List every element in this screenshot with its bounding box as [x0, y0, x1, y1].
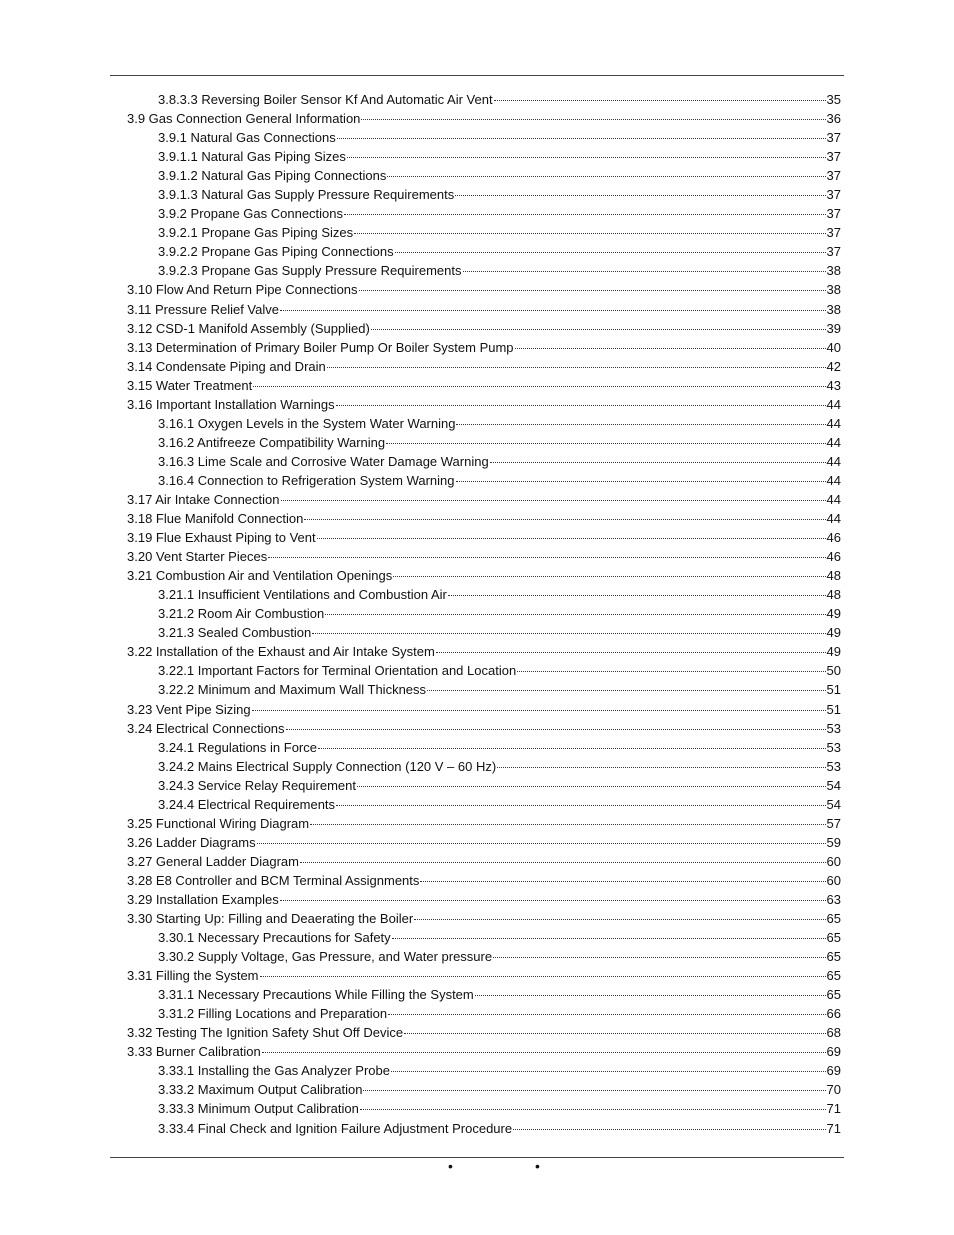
- toc-entry-page: 37: [826, 130, 841, 146]
- toc-entry-title: 3.12 CSD-1 Manifold Assembly (Supplied): [127, 320, 370, 336]
- toc-entry-page: 70: [826, 1082, 841, 1098]
- toc-entry-page: 48: [826, 587, 841, 603]
- toc-entry[interactable]: [127, 661, 841, 680]
- toc-entry-page: 43: [826, 377, 841, 393]
- toc-entry-title: 3.14 Condensate Piping and Drain: [127, 358, 326, 374]
- toc-dot-leader: [414, 919, 825, 920]
- toc-entry[interactable]: [127, 890, 841, 909]
- toc-entry-page: 49: [826, 644, 841, 660]
- toc-entry-title: 3.16.3 Lime Scale and Corrosive Water Damage Warning: [158, 453, 489, 469]
- toc-entry-page: 60: [826, 853, 841, 869]
- toc-entry-title: 3.24 Electrical Connections: [127, 720, 285, 736]
- toc-dot-leader: [300, 862, 826, 863]
- toc-entry-page: 42: [826, 358, 841, 374]
- toc-dot-leader: [456, 481, 826, 482]
- toc-entry-page: 54: [826, 796, 841, 812]
- toc-entry-page: 69: [826, 1044, 841, 1060]
- toc-dot-leader: [347, 157, 826, 158]
- toc-dot-leader: [436, 652, 826, 653]
- toc-entry-title: 3.18 Flue Manifold Connection: [127, 511, 304, 527]
- toc-entry-title: 3.21.3 Sealed Combustion: [158, 625, 312, 641]
- toc-entry[interactable]: [127, 376, 841, 395]
- toc-entry-page: 44: [826, 472, 841, 488]
- toc-entry-title: 3.30 Starting Up: Filling and Deaerating the Boiler: [127, 911, 414, 927]
- toc-entry[interactable]: [127, 871, 841, 890]
- toc-entry-title: 3.16 Important Installation Warnings: [127, 396, 335, 412]
- toc-entry-page: 38: [826, 301, 841, 317]
- toc-dot-leader: [359, 290, 826, 291]
- toc-entry-page: 44: [826, 434, 841, 450]
- toc-entry[interactable]: [127, 223, 841, 242]
- toc-entry-title: 3.9.2.2 Propane Gas Piping Connections: [158, 244, 394, 260]
- toc-entry-page: 37: [826, 187, 841, 203]
- toc-entry-title: 3.24.2 Mains Electrical Supply Connection (120 V – 60 Hz): [158, 758, 497, 774]
- toc-dot-leader: [515, 348, 826, 349]
- toc-entry[interactable]: [127, 300, 841, 319]
- toc-dot-leader: [318, 748, 826, 749]
- toc-entry-title: 3.30.1 Necessary Precautions for Safety: [158, 930, 391, 946]
- toc-entry-title: 3.27 General Ladder Diagram: [127, 853, 299, 869]
- toc-dot-leader: [490, 462, 826, 463]
- toc-entry-title: 3.10 Flow And Return Pipe Connections: [127, 282, 358, 298]
- toc-entry[interactable]: [127, 90, 841, 109]
- toc-entry[interactable]: [127, 719, 841, 738]
- toc-entry[interactable]: [127, 471, 841, 490]
- toc-entry[interactable]: [127, 966, 841, 985]
- toc-entry-page: 44: [826, 415, 841, 431]
- toc-dot-leader: [357, 786, 826, 787]
- toc-dot-leader: [312, 633, 825, 634]
- toc-dot-leader: [427, 690, 826, 691]
- toc-entry[interactable]: [127, 1004, 841, 1023]
- toc-entry[interactable]: [127, 585, 841, 604]
- toc-entry-page: 65: [826, 968, 841, 984]
- toc-entry-title: 3.24.3 Service Relay Requirement: [158, 777, 356, 793]
- toc-entry-title: 3.9.1.1 Natural Gas Piping Sizes: [158, 149, 346, 165]
- toc-entry-title: 3.24.4 Electrical Requirements: [158, 796, 336, 812]
- toc-entry-page: 44: [826, 491, 841, 507]
- toc-entry-title: 3.17 Air Intake Connection: [127, 491, 280, 507]
- toc-entry[interactable]: [127, 395, 841, 414]
- toc-entry[interactable]: [127, 928, 841, 947]
- toc-entry-title: 3.9.1 Natural Gas Connections: [158, 130, 336, 146]
- toc-entry-title: 3.33.2 Maximum Output Calibration: [158, 1082, 363, 1098]
- toc-dot-leader: [325, 614, 825, 615]
- toc-entry-title: 3.9.1.2 Natural Gas Piping Connections: [158, 168, 387, 184]
- toc-entry-title: 3.32 Testing The Ignition Safety Shut Off Device: [127, 1025, 404, 1041]
- toc-dot-leader: [475, 995, 826, 996]
- toc-entry[interactable]: [127, 1099, 841, 1118]
- toc-dot-leader: [387, 176, 825, 177]
- toc-dot-leader: [344, 214, 826, 215]
- toc-entry[interactable]: [127, 204, 841, 223]
- toc-entry-page: 49: [826, 606, 841, 622]
- toc-entry-title: 3.22 Installation of the Exhaust and Air Intake System: [127, 644, 435, 660]
- toc-entry-title: 3.26 Ladder Diagrams: [127, 834, 256, 850]
- toc-entry[interactable]: [127, 852, 841, 871]
- toc-dot-leader: [310, 824, 825, 825]
- footer-bullet-right: •: [535, 1158, 540, 1174]
- toc-dot-leader: [388, 1014, 825, 1015]
- toc-dot-leader: [456, 424, 825, 425]
- toc-dot-leader: [252, 710, 826, 711]
- toc-entry[interactable]: [127, 319, 841, 338]
- toc-entry-page: 57: [826, 815, 841, 831]
- toc-entry-title: 3.9.1.3 Natural Gas Supply Pressure Requirements: [158, 187, 455, 203]
- toc-dot-leader: [327, 367, 826, 368]
- toc-entry-page: 71: [826, 1120, 841, 1136]
- toc-entry-title: 3.22.1 Important Factors for Terminal Orientation and Location: [158, 663, 517, 679]
- toc-dot-leader: [493, 957, 825, 958]
- toc-entry-page: 44: [826, 453, 841, 469]
- toc-dot-leader: [392, 938, 826, 939]
- toc-entry-page: 65: [826, 987, 841, 1003]
- toc-entry-title: 3.8.3.3 Reversing Boiler Sensor Kf And Automatic Air Vent: [158, 92, 493, 107]
- toc-dot-leader: [497, 767, 825, 768]
- toc-entry-title: 3.31 Filling the System: [127, 968, 259, 984]
- toc-dot-leader: [494, 100, 826, 101]
- toc-entry[interactable]: [127, 433, 841, 452]
- toc-entry-page: 49: [826, 625, 841, 641]
- toc-entry-page: 69: [826, 1063, 841, 1079]
- toc-entry-title: 3.15 Water Treatment: [127, 377, 253, 393]
- toc-entry[interactable]: [127, 280, 841, 299]
- toc-entry-page: 40: [826, 339, 841, 355]
- toc-dot-leader: [336, 805, 826, 806]
- toc-entry-title: 3.21.1 Insufficient Ventilations and Combustion Air: [158, 587, 447, 603]
- toc-entry-page: 38: [826, 282, 841, 298]
- toc-entry[interactable]: [127, 566, 841, 585]
- toc-entry-page: 46: [826, 530, 841, 546]
- toc-entry-page: 65: [826, 949, 841, 965]
- toc-entry-title: 3.16.2 Antifreeze Compatibility Warning: [158, 434, 386, 450]
- toc-entry-title: 3.22.2 Minimum and Maximum Wall Thickness: [158, 682, 427, 698]
- toc-entry-page: 37: [826, 149, 841, 165]
- toc-dot-leader: [391, 1071, 826, 1072]
- toc-dot-leader: [455, 195, 825, 196]
- toc-entry-title: 3.23 Vent Pipe Sizing: [127, 701, 251, 717]
- toc-dot-leader: [257, 843, 826, 844]
- toc-entry[interactable]: [127, 642, 841, 661]
- toc-entry[interactable]: [127, 185, 841, 204]
- toc-dot-leader: [280, 900, 826, 901]
- toc-entry[interactable]: [127, 109, 841, 128]
- toc-dot-leader: [262, 1052, 826, 1053]
- toc-entry-title: 3.28 E8 Controller and BCM Terminal Assignments: [127, 872, 420, 888]
- toc-entry-page: 51: [826, 701, 841, 717]
- toc-dot-leader: [393, 576, 825, 577]
- toc-entry-title: 3.30.2 Supply Voltage, Gas Pressure, and Water pressure: [158, 949, 493, 965]
- toc-dot-leader: [395, 252, 826, 253]
- toc-entry[interactable]: [127, 1061, 841, 1080]
- toc-dot-leader: [281, 500, 826, 501]
- toc-dot-leader: [260, 976, 826, 977]
- toc-entry[interactable]: [127, 128, 841, 147]
- toc-entry[interactable]: [127, 947, 841, 966]
- toc-entry-page: 60: [826, 872, 841, 888]
- toc-dot-leader: [371, 329, 826, 330]
- toc-dot-leader: [517, 671, 825, 672]
- toc-entry-page: 71: [826, 1101, 841, 1117]
- footer-bullet-left: •: [448, 1158, 453, 1174]
- toc-entry[interactable]: [127, 776, 841, 795]
- toc-entry-title: 3.11 Pressure Relief Valve: [127, 301, 279, 317]
- toc-entry-title: 3.9.2.1 Propane Gas Piping Sizes: [158, 225, 354, 241]
- toc-entry[interactable]: [127, 985, 841, 1004]
- toc-entry[interactable]: [127, 833, 841, 852]
- toc-entry-page: 38: [826, 263, 841, 279]
- toc-entry-title: 3.16.1 Oxygen Levels in the System Water Warning: [158, 415, 456, 431]
- toc-entry[interactable]: [127, 528, 841, 547]
- toc-entry[interactable]: [127, 147, 841, 166]
- toc-entry-title: 3.33 Burner Calibration: [127, 1044, 261, 1060]
- toc-dot-leader: [360, 1109, 826, 1110]
- toc-dot-leader: [286, 729, 826, 730]
- toc-entry-page: 36: [826, 111, 841, 127]
- toc-entry-title: 3.19 Flue Exhaust Piping to Vent: [127, 530, 316, 546]
- toc-entry-page: 35: [826, 92, 841, 107]
- toc-entry-title: 3.21.2 Room Air Combustion: [158, 606, 325, 622]
- toc-entry-page: 65: [826, 911, 841, 927]
- table-of-contents: [127, 90, 841, 1138]
- toc-entry[interactable]: [127, 738, 841, 757]
- toc-dot-leader: [337, 138, 826, 139]
- toc-entry[interactable]: [127, 414, 841, 433]
- toc-entry-page: 44: [826, 511, 841, 527]
- toc-entry-title: 3.33.1 Installing the Gas Analyzer Probe: [158, 1063, 390, 1079]
- toc-entry-page: 59: [826, 834, 841, 850]
- toc-entry-page: 50: [826, 663, 841, 679]
- toc-entry[interactable]: [127, 261, 841, 280]
- toc-entry-page: 37: [826, 244, 841, 260]
- toc-entry-page: 39: [826, 320, 841, 336]
- toc-entry-title: 3.9.2 Propane Gas Connections: [158, 206, 344, 222]
- toc-dot-leader: [253, 386, 825, 387]
- toc-entry-title: 3.21 Combustion Air and Ventilation Openings: [127, 568, 393, 584]
- toc-entry-title: 3.25 Functional Wiring Diagram: [127, 815, 310, 831]
- toc-entry[interactable]: [127, 795, 841, 814]
- toc-dot-leader: [448, 595, 826, 596]
- toc-entry[interactable]: [127, 242, 841, 261]
- toc-entry-title: 3.33.3 Minimum Output Calibration: [158, 1101, 359, 1117]
- toc-entry-title: 3.31.2 Filling Locations and Preparation: [158, 1006, 388, 1022]
- toc-entry-page: 44: [826, 396, 841, 412]
- toc-dot-leader: [317, 538, 826, 539]
- toc-dot-leader: [513, 1129, 825, 1130]
- toc-entry[interactable]: [127, 680, 841, 699]
- toc-entry-title: 3.33.4 Final Check and Ignition Failure Adjustment Procedure: [158, 1120, 513, 1136]
- header-rule: [110, 75, 844, 76]
- toc-entry[interactable]: [127, 700, 841, 719]
- toc-entry-page: 37: [826, 225, 841, 241]
- toc-dot-leader: [420, 881, 825, 882]
- toc-entry[interactable]: [127, 814, 841, 833]
- toc-entry-page: 37: [826, 206, 841, 222]
- toc-entry-title: 3.16.4 Connection to Refrigeration System Warning: [158, 472, 455, 488]
- toc-entry[interactable]: [127, 357, 841, 376]
- toc-dot-leader: [404, 1033, 825, 1034]
- toc-entry-title: 3.13 Determination of Primary Boiler Pump Or Boiler System Pump: [127, 339, 514, 355]
- toc-dot-leader: [304, 519, 825, 520]
- toc-entry[interactable]: [127, 452, 841, 471]
- toc-entry-title: 3.9 Gas Connection General Information: [127, 111, 361, 127]
- toc-entry[interactable]: [127, 1023, 841, 1042]
- toc-entry-page: 65: [826, 930, 841, 946]
- toc-entry[interactable]: [127, 1080, 841, 1099]
- toc-dot-leader: [280, 310, 826, 311]
- toc-entry-page: 66: [826, 1006, 841, 1022]
- toc-entry-page: 51: [826, 682, 841, 698]
- toc-entry-page: 68: [826, 1025, 841, 1041]
- toc-entry-page: 53: [826, 739, 841, 755]
- toc-dot-leader: [361, 119, 825, 120]
- toc-entry-title: 3.24.1 Regulations in Force: [158, 739, 317, 755]
- toc-entry-title: 3.20 Vent Starter Pieces: [127, 549, 268, 565]
- toc-entry-title: 3.31.1 Necessary Precautions While Filling the System: [158, 987, 474, 1003]
- toc-dot-leader: [463, 271, 826, 272]
- toc-entry[interactable]: [127, 757, 841, 776]
- toc-entry-page: 46: [826, 549, 841, 565]
- toc-dot-leader: [386, 443, 825, 444]
- toc-entry-page: 48: [826, 568, 841, 584]
- toc-entry-page: 53: [826, 758, 841, 774]
- toc-entry-page: 53: [826, 720, 841, 736]
- toc-entry[interactable]: [127, 338, 841, 357]
- toc-entry-page: 54: [826, 777, 841, 793]
- toc-entry[interactable]: [127, 547, 841, 566]
- toc-entry[interactable]: [127, 604, 841, 623]
- toc-dot-leader: [363, 1090, 825, 1091]
- toc-entry-title: 3.29 Installation Examples: [127, 891, 279, 907]
- toc-entry[interactable]: [127, 1119, 841, 1138]
- toc-dot-leader: [336, 405, 826, 406]
- toc-entry-page: 37: [826, 168, 841, 184]
- footer-rule: [110, 1157, 844, 1158]
- toc-dot-leader: [268, 557, 825, 558]
- toc-entry[interactable]: [127, 1042, 841, 1061]
- toc-entry[interactable]: [127, 509, 841, 528]
- toc-entry-page: 63: [826, 891, 841, 907]
- toc-entry[interactable]: [127, 623, 841, 642]
- toc-entry[interactable]: [127, 490, 841, 509]
- toc-dot-leader: [354, 233, 825, 234]
- toc-entry[interactable]: [127, 166, 841, 185]
- toc-entry[interactable]: [127, 909, 841, 928]
- toc-entry-title: 3.9.2.3 Propane Gas Supply Pressure Requirements: [158, 263, 462, 279]
